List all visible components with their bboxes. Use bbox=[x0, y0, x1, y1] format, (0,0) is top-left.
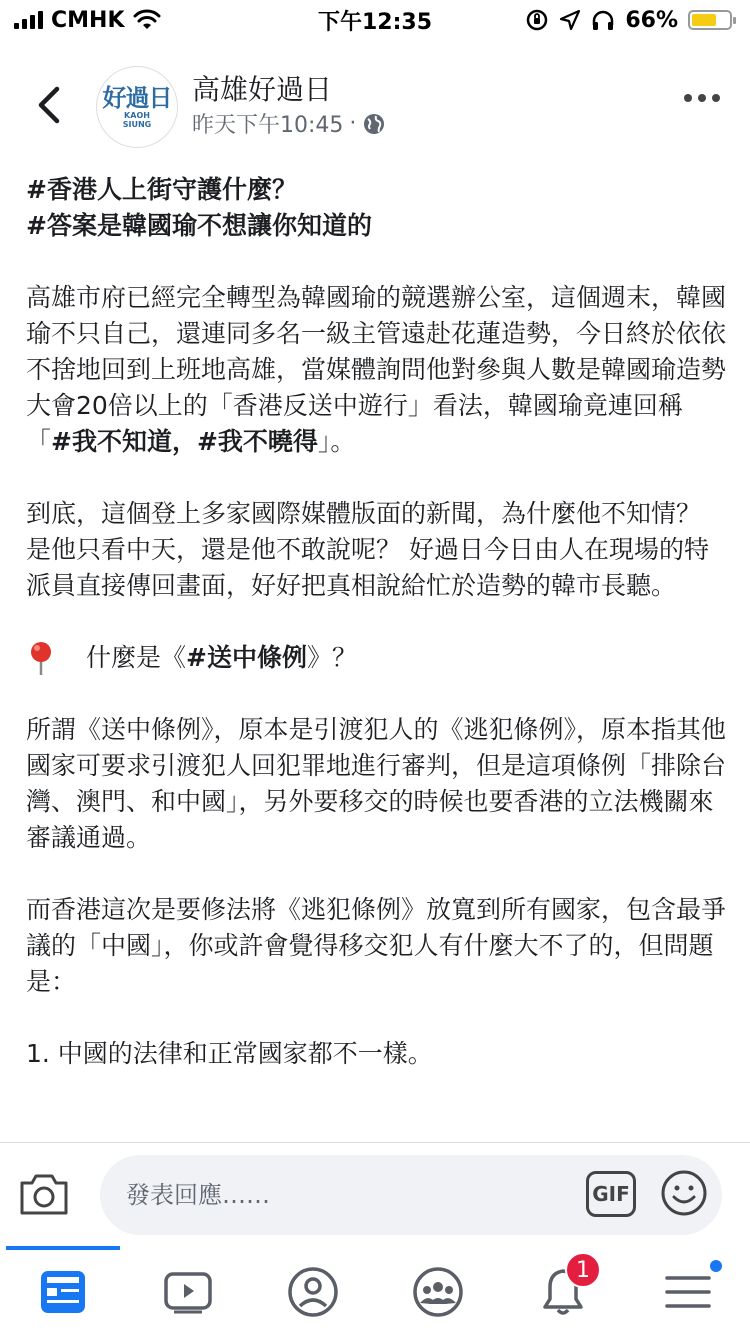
hashtag-link[interactable]: #我不知道，#我不曉得 bbox=[51, 427, 318, 456]
groups-icon bbox=[412, 1266, 464, 1318]
battery-percent: 66% bbox=[625, 7, 678, 33]
section-heading bbox=[26, 640, 726, 676]
more-dot-icon bbox=[698, 94, 706, 102]
page-avatar[interactable] bbox=[96, 66, 178, 148]
watch-video-icon bbox=[164, 1270, 212, 1314]
emoji-button[interactable] bbox=[660, 1169, 708, 1217]
tab-menu[interactable] bbox=[658, 1264, 718, 1320]
orientation-lock-icon bbox=[525, 8, 549, 32]
more-dot-icon bbox=[712, 94, 720, 102]
notification-badge: 1 bbox=[565, 1252, 601, 1288]
tab-notifications[interactable] bbox=[533, 1257, 593, 1320]
profile-icon bbox=[287, 1266, 339, 1318]
post-paragraph: 所謂《送中條例》，原本是引渡犯人的《逃犯條例》，原本指其他國家可要求引渡犯人回犯罪地進行審判，但是這項條例「排除台灣、澳門、和中國」，另外要移交的時候也要香港的立法機關來審議通過。 bbox=[26, 715, 726, 852]
tab-groups[interactable] bbox=[408, 1264, 468, 1320]
hashtag-link[interactable]: #香港人上街守護什麼？ bbox=[26, 175, 297, 204]
round-pushpin-icon bbox=[26, 640, 56, 676]
camera-button[interactable] bbox=[18, 1171, 70, 1217]
news-feed-icon bbox=[39, 1269, 87, 1315]
post-paragraph bbox=[26, 280, 726, 460]
camera-icon bbox=[18, 1171, 70, 1217]
wifi-icon bbox=[133, 9, 161, 31]
active-tab-indicator bbox=[6, 1246, 120, 1250]
back-button[interactable] bbox=[28, 80, 68, 130]
post-content bbox=[26, 172, 726, 1142]
post-timestamp[interactable]: 昨天下午10:45 bbox=[192, 113, 344, 138]
smiley-icon bbox=[660, 1169, 708, 1217]
hashtag-link[interactable]: #答案是韓國瑜不想讓你知道的 bbox=[26, 211, 372, 240]
tab-profile[interactable] bbox=[283, 1264, 343, 1320]
hamburger-menu-icon bbox=[665, 1272, 711, 1312]
more-dot-icon bbox=[684, 94, 692, 102]
carrier-label: CMHK bbox=[51, 7, 125, 33]
clock-time: 下午12:35 bbox=[317, 9, 433, 35]
gif-button[interactable]: GIF bbox=[586, 1171, 636, 1217]
tab-news-feed[interactable] bbox=[33, 1264, 93, 1320]
comment-bar bbox=[0, 1142, 750, 1246]
paragraph-text: 高雄市府已經完全轉型為韓國瑜的競選辦公室，這個週末，韓國瑜不只自己，還連同多名一級主管遠赴花蓮造勢，今日終於依依不捨地回到上班地高雄，當媒體詢問他對參與人數是韓國瑜造勢大會20倍以上的「香港反送中遊行」看法，韓國瑜竟連回稱「 bbox=[26, 283, 726, 456]
battery-icon bbox=[688, 10, 732, 30]
post-paragraph: 而香港這次是要修法將《逃犯條例》放寬到所有國家，包含最爭議的「中國」，你或許會覺得移交犯人有什麼大不了的，但問題是： bbox=[26, 895, 726, 996]
paragraph-text: 」。 bbox=[317, 427, 356, 456]
page-name-link[interactable]: 高雄好過日 bbox=[192, 73, 333, 106]
menu-update-dot bbox=[708, 1258, 724, 1274]
post-paragraph: 1. 中國的法律和正常國家都不一樣。 bbox=[26, 1039, 433, 1068]
cellular-signal-icon bbox=[14, 11, 43, 29]
hashtag-link[interactable]: #送中條例 bbox=[186, 643, 307, 672]
chevron-left-icon bbox=[35, 86, 61, 124]
meta-separator: · bbox=[349, 111, 357, 136]
more-options-button[interactable] bbox=[684, 94, 720, 102]
location-arrow-icon bbox=[559, 9, 581, 31]
status-bar bbox=[0, 0, 750, 40]
tab-watch[interactable] bbox=[158, 1264, 218, 1320]
post-header bbox=[0, 58, 750, 158]
post-paragraph: 到底，這個登上多家國際媒體版面的新聞，為什麼他不知情？ 是他只看中天，還是他不敢說呢？ 好過日今日由人在現場的特派員直接傳回畫面，好好把真相說給忙於造勢的韓市長聽。 bbox=[26, 499, 709, 600]
post-title bbox=[26, 172, 726, 244]
paragraph-text: 》？ bbox=[306, 643, 357, 672]
bottom-tab-bar bbox=[0, 1246, 750, 1334]
avatar-logo-subtext: KAOH SIUNG bbox=[122, 111, 152, 129]
post-meta bbox=[192, 108, 386, 139]
paragraph-text: 什麼是《 bbox=[86, 643, 187, 672]
globe-icon bbox=[362, 112, 386, 136]
headphones-icon bbox=[591, 9, 615, 31]
avatar-logo-text: 好過日 bbox=[102, 84, 172, 112]
